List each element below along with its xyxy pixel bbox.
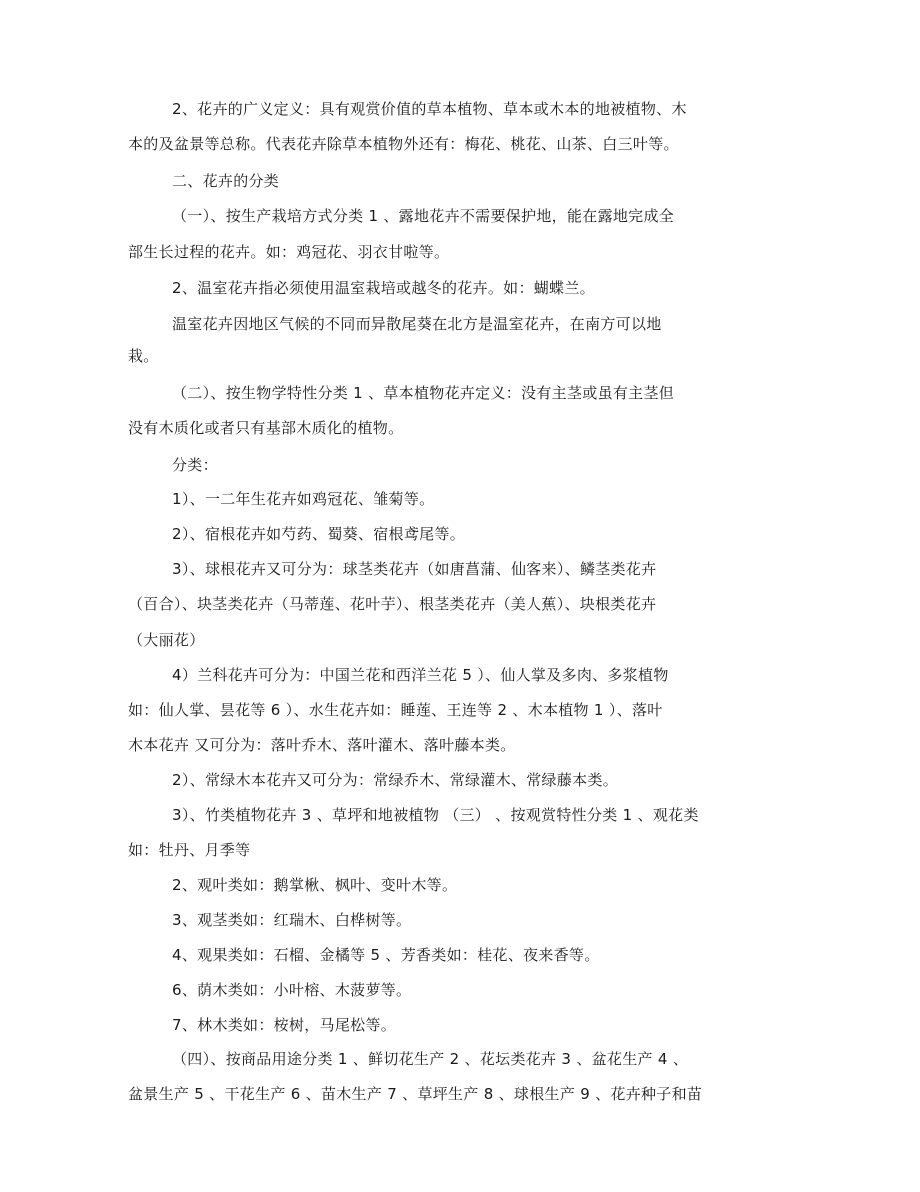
text-line: 没有木质化或者只有基部木质化的植物。 <box>128 419 404 437</box>
text-line: 温室花卉因地区气候的不同而异散尾葵在北方是温室花卉，在南方可以地 <box>172 315 662 333</box>
text-line: （百合）、块茎类花卉（马蒂莲、花叶芋）、根茎类花卉（美人蕉）、块根类花卉 <box>128 595 657 613</box>
text-line: 4）兰科花卉可分为：中国兰花和西洋兰花 5 ）、仙人掌及多肉、多浆植物 <box>172 666 669 684</box>
text-line: 木本花卉 又可分为：落叶乔木、落叶灌木、落叶藤本类。 <box>128 736 516 754</box>
text-line: 2、观叶类如：鹅掌楸、枫叶、变叶木等。 <box>172 876 458 894</box>
text-line: （一）、按生产栽培方式分类 1 、露地花卉不需要保护地，能在露地完成全 <box>172 207 675 225</box>
text-line: 如：仙人掌、昙花等 6 ）、水生花卉如：睡莲、王连等 2 、木本植物 1 ）、落叶 <box>128 701 663 719</box>
text-line: 栽。 <box>128 347 159 365</box>
text-line: 6、荫木类如：小叶榕、木菠萝等。 <box>172 981 412 999</box>
text-line: （四）、按商品用途分类 1 、鲜切花生产 2 、花坛类花卉 3 、盆花生产 4 、 <box>172 1050 689 1068</box>
text-line: 7、林木类如：桉树，马尾松等。 <box>172 1016 397 1034</box>
text-line: 2、花卉的广义定义：具有观赏价值的草本植物、草本或木本的地被植物、木 <box>172 100 687 118</box>
text-line: 分类： <box>172 456 218 474</box>
text-line: 3、观茎类如：红瑞木、白桦树等。 <box>172 911 412 929</box>
text-line: 4、观果类如：石榴、金橘等 5 、芳香类如：桂花、夜来香等。 <box>172 946 600 964</box>
text-line: 部生长过程的花卉。如：鸡冠花、羽衣甘啦等。 <box>128 243 450 261</box>
text-line: 3）、球根花卉又可分为：球茎类花卉（如唐菖蒲、仙客来）、鳞茎类花卉 <box>172 560 657 578</box>
text-line: 2、温室花卉指必须使用温室栽培或越冬的花卉。如：蝴蝶兰。 <box>172 279 595 297</box>
text-line: 本的及盆景等总称。代表花卉除草本植物外还有：梅花、桃花、山茶、白三叶等。 <box>128 135 679 153</box>
text-line: 2）、宿根花卉如芍药、蜀葵、宿根鸢尾等。 <box>172 525 466 543</box>
text-line: 盆景生产 5 、干花生产 6 、苗木生产 7 、草坪生产 8 、球根生产 9 、花卉种子和苗 <box>128 1085 703 1103</box>
text-line: 如：牡丹、月季等 <box>128 841 251 859</box>
section-heading: 二、花卉的分类 <box>172 172 280 190</box>
text-line: （二）、按生物学特性分类 1 、草本植物花卉定义：没有主茎或虽有主茎但 <box>172 384 675 402</box>
text-line: 2）、常绿木本花卉又可分为：常绿乔木、常绿灌木、常绿藤本类。 <box>172 771 619 789</box>
text-line: 3）、竹类植物花卉 3 、草坪和地被植物 （三） 、按观赏特性分类 1 、观花类 <box>172 806 699 824</box>
text-line: （大丽花） <box>128 631 205 649</box>
text-line: 1）、一二年生花卉如鸡冠花、雏菊等。 <box>172 490 435 508</box>
